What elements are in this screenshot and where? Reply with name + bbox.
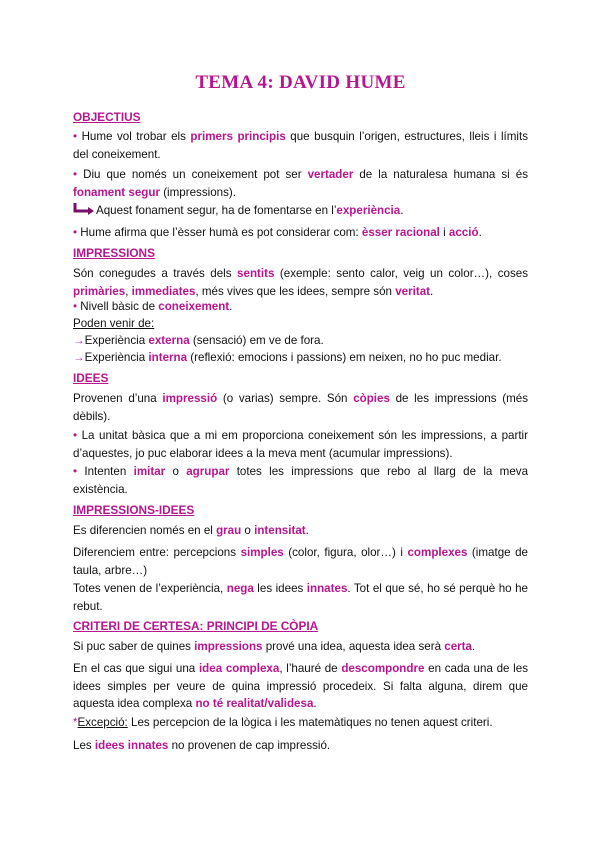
bullet-marker: • [73, 429, 82, 442]
impressions-arrow-item-1: →Experiència externa (sensació) em ve de fora. [73, 334, 324, 347]
idees-bullet-2: • Intenten imitar o agrupar totes les impressions que rebo al llarg de la meva existència. [73, 465, 529, 496]
section-heading-idees: IDEES [73, 371, 109, 385]
criteri-paragraph-2: En el cas que sigui una idea complexa, l’hauré de descompondre en cada una de les idees simples per veure de quina impressió procedeix. Si falta alguna, direm que aquesta idea complexa no té realitat/validesa. [73, 662, 528, 711]
impressions-idees-paragraph-3: Totes venen de l’experiència, nega les idees innates. Tot el que sé, ho sé perquè ho he rebut. [73, 582, 528, 613]
section-heading-criteri: CRITERI DE CERTESA: PRINCIPI DE CÒPIA [73, 619, 319, 633]
bullet-marker: • [73, 300, 81, 313]
impressions-idees-paragraph-2: Diferenciem entre: percepcions simples (color, figura, olor…) i complexes (imatge de taula, arbre…) [73, 546, 529, 577]
section-heading-impressions-idees: IMPRESSIONS-IDEES [73, 503, 195, 517]
criteri-exception-note: *Excepció: Les percepcion de la lògica i les matemàtiques no tenen aquest criteri. [73, 716, 493, 729]
impressions-paragraph-1: Són conegudes a través dels sentits (exemple: sento calor, veig un color…), coses primàries, immediates, més vives que les idees, sempre són veritat. [73, 267, 528, 298]
objectius-bullet-4: • Hume afirma que l’èsser humà es pot considerar com: èsser racional i acció. [73, 226, 482, 239]
section-heading-objectius: OBJECTIUS [73, 110, 141, 124]
right-arrow-icon: → [73, 334, 85, 347]
impressions-idees-paragraph-1: Es diferencien només en el grau o intensitat. [73, 524, 309, 537]
idees-bullet-1: • La unitat bàsica que a mi em proporciona coneixement són les impressions, a partir d’aquestes, jo puc elaborar idees a la meva ment (acumular impressions). [73, 429, 528, 460]
document-title: TEMA 4: DAVID HUME [195, 72, 406, 93]
bullet-marker: • [73, 226, 81, 239]
bullet-marker: • [73, 130, 82, 143]
criteri-paragraph-4: Les idees innates no provenen de cap impressió. [73, 739, 331, 752]
impressions-subheading: Poden venir de: [73, 317, 155, 330]
criteri-paragraph-1: Si puc saber de quines impressions prové una idea, aquesta idea serà certa. [73, 640, 476, 653]
impressions-arrow-item-2: →Experiència interna (reflexió: emocions i passions) em neixen, no ho puc mediar. [73, 351, 502, 364]
idees-paragraph-1: Provenen d’una impressió (o varias) sempre. Són còpies de les impressions (més dèbils). [73, 392, 528, 423]
objectius-bullet-2: • Diu que només un coneixement pot ser vertader de la naturalesa humana si és fonament segur (impressions). [73, 168, 529, 199]
section-heading-impressions: IMPRESSIONS [73, 246, 155, 260]
impressions-bullet-1: • Nivell bàsic de coneixement. [73, 300, 233, 313]
objectius-arrow-line: Aquest fonament segur, ha de fomentarse en l’experiència. [73, 202, 528, 220]
objectius-bullet-1: • Hume vol trobar els primers principis que busquin l’origen, estructures, lleis i límits del coneixement. [73, 130, 528, 161]
right-arrow-icon: → [73, 351, 85, 364]
bullet-marker: • [73, 465, 85, 478]
bullet-marker: • [73, 168, 84, 181]
corner-arrow-icon [73, 203, 95, 215]
